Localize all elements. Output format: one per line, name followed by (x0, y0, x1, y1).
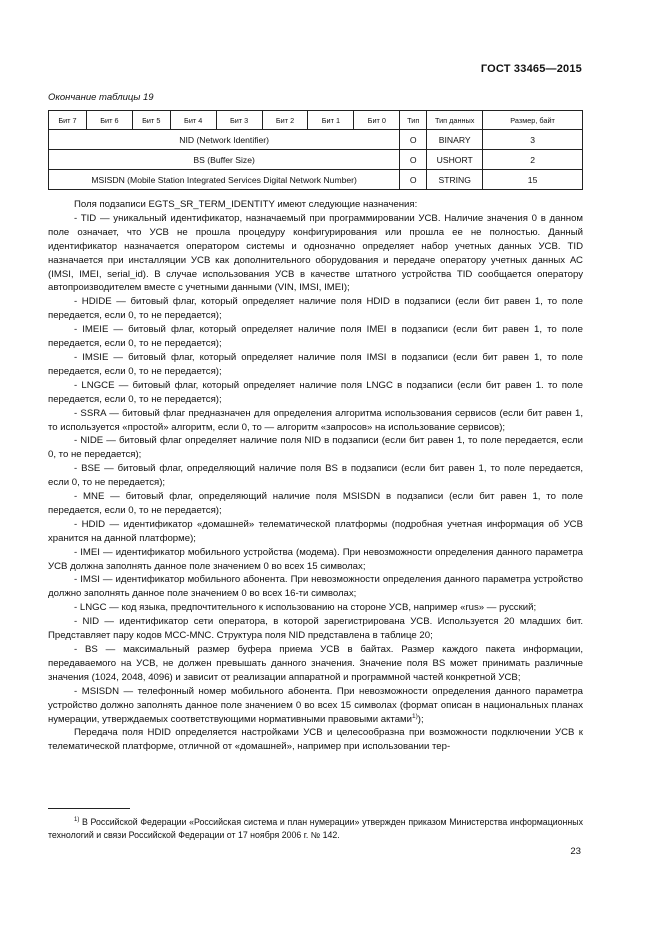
footnote-marker: 1) (74, 817, 80, 824)
column-header: Тип данных (427, 111, 483, 130)
type-cell: O (400, 150, 427, 170)
list-item: - LNGC — код языка, предпочтительного к использованию на стороне УСВ, например «rus» — русский; (74, 602, 537, 614)
msisdn-tail: ); (417, 713, 424, 725)
list-item: - MNE — битовый флаг, определяющий наличие поля MSISDN в подзаписи (если бит равен 1, то поле передается, если 0, то не передается); (48, 491, 583, 516)
list-item: - IMSI — идентификатор мобильного абонента. При невозможности определения данного параметра устройство должно заполнять данное поле значением 0 во всех 16-ти символах; (48, 574, 583, 600)
closing-paragraph: Передача поля HDID определяется настройками УСВ и целесообразна при возможности подключении УСВ к телематической платформе, отличной от «домашней», например при использовании тер- (48, 727, 583, 753)
page-number: 23 (570, 846, 581, 857)
column-header: Тип (400, 111, 427, 130)
field-name-cell: BS (Buffer Size) (49, 150, 400, 170)
field-name-cell: MSISDN (Mobile Station Integrated Services Digital Network Number) (49, 170, 400, 190)
column-header: Бит 4 (170, 111, 216, 130)
standard-designation: ГОСТ 33465—2015 (480, 63, 582, 75)
list-item: - TID — уникальный идентификатор, назначаемый при программировании УСВ. Наличие значения 0 в данном поле означает, что УСВ не прошла процедуру конфигурирования или прошла ее не полностью. Данный идентификатор назначается оператором системы и однозначно определяет набор учетных данных УСВ. TID назначается при инсталляции УСВ как дополнительного оборудования и передаче оператору учетных данных АС (IMSI, IMEI, serial_id). В случае использования УСВ в качестве штатного устройства TID сообщается оператору автопроизводителем вместе с учетными данными (VIN, IMSI, IMEI); (48, 212, 583, 294)
column-header: Бит 5 (132, 111, 170, 130)
size-cell: 15 (483, 170, 583, 190)
list-item: - IMEIE — битовый флаг, который определяет наличие поля IMEI в подзаписи (если бит равен 1, то поле передается, если 0, то не передается); (48, 324, 583, 350)
data-type-cell: STRING (427, 170, 483, 190)
intro-paragraph: Поля подзаписи EGTS_SR_TERM_IDENTITY имеют следующие назначения: (74, 199, 418, 210)
list-item: - HDIDE — битовый флаг, который определяет наличие поля HDID в подзаписи (если бит равен 1, то поле передается, если 0, то не передается); (48, 296, 583, 322)
size-cell: 3 (483, 130, 583, 150)
list-item: - IMSIE — битовый флаг, который определяет наличие поля IMSI в подзаписи (если бит равен 1, то поле передается, если 0, то не передается); (48, 351, 583, 377)
column-header: Бит 6 (86, 111, 132, 130)
field-descriptions (48, 198, 583, 754)
table-row (49, 130, 583, 150)
column-header: Бит 0 (354, 111, 400, 130)
footnote-divider (48, 808, 130, 809)
table-19-continuation (48, 110, 583, 190)
column-header: Бит 3 (216, 111, 262, 130)
list-item: - LNGCE — битовый флаг, который определяет наличие поля LNGC в подзаписи (если бит равен 1. то поле передается, если 0, то не передается); (48, 379, 583, 405)
list-item: - NIDE — битовый флаг определяет наличие поля NID в подзаписи (если бит равен 1, то поле передается, если 0, то не передается); (48, 435, 583, 461)
list-item-msisdn (48, 685, 583, 727)
list-item: - NID — идентификатор сети оператора, в которой зарегистрирована УСВ. Используется 20 младших бит. Представляет пару кодов MCC-MNC. Структура поля NID представлена в таблице 20; (48, 616, 583, 642)
type-cell: O (400, 130, 427, 150)
table-caption: Окончание таблицы 19 (48, 92, 154, 103)
field-name-cell: NID (Network Identifier) (49, 130, 400, 150)
column-header: Бит 1 (308, 111, 354, 130)
footnote (48, 816, 583, 842)
table-row (49, 170, 583, 190)
column-header: Бит 7 (49, 111, 87, 130)
column-header: Размер, байт (483, 111, 583, 130)
table-row (49, 150, 583, 170)
footnote-text: В Российской Федерации «Российская система и план нумерации» утвержден приказом Министерства информационных технологий и связи Российской Федерации от 17 ноября 2006 г. № 142. (48, 817, 583, 840)
data-type-cell: BINARY (427, 130, 483, 150)
list-item: - IMEI — идентификатор мобильного устройства (модема). При невозможности определения данного параметра УСВ должна заполнять данное поле значением 0 во всех 15 символах; (48, 546, 583, 572)
list-item: - SSRA — битовый флаг предназначен для определения алгоритма использования сервисов (если бит равен 1, то используется «простой» алгоритм, если 0, то — алгоритм «запросов» на использование сервисов); (48, 407, 583, 433)
list-item: - HDID — идентификатор «домашней» телематической платформы (подробная учетная информация об УСВ хранится на данной платформе); (48, 518, 583, 544)
column-header: Бит 2 (262, 111, 308, 130)
list-item: - BSE — битовый флаг, определяющий наличие поля BS в подзаписи (если бит равен 1, то поле передается, если 0, то не передается); (48, 463, 583, 489)
msisdn-text: - MSISDN — телефонный номер мобильного абонента. При невозможности определения данного параметра устройство должно заполнять данное поле значением 0 во всех 15 символах (формат описан в национальных планах нумерации, утверждаемых соответствующими нормативными правовыми актами (48, 685, 583, 725)
list-item: - BS — максимальный размер буфера приема УСВ в байтах. Размер каждого пакета информации, передаваемого на УСВ, не должен превышать данного значения. Значение поля BS может принимать различные значения (1024, 2048, 4096) и зависит от реализации аппаратной и программной частей конкретной УСВ; (48, 644, 583, 683)
data-type-cell: USHORT (427, 150, 483, 170)
size-cell: 2 (483, 150, 583, 170)
type-cell: O (400, 170, 427, 190)
table-header-row (49, 111, 583, 130)
footnote-reference[interactable]: 1) (412, 712, 418, 720)
